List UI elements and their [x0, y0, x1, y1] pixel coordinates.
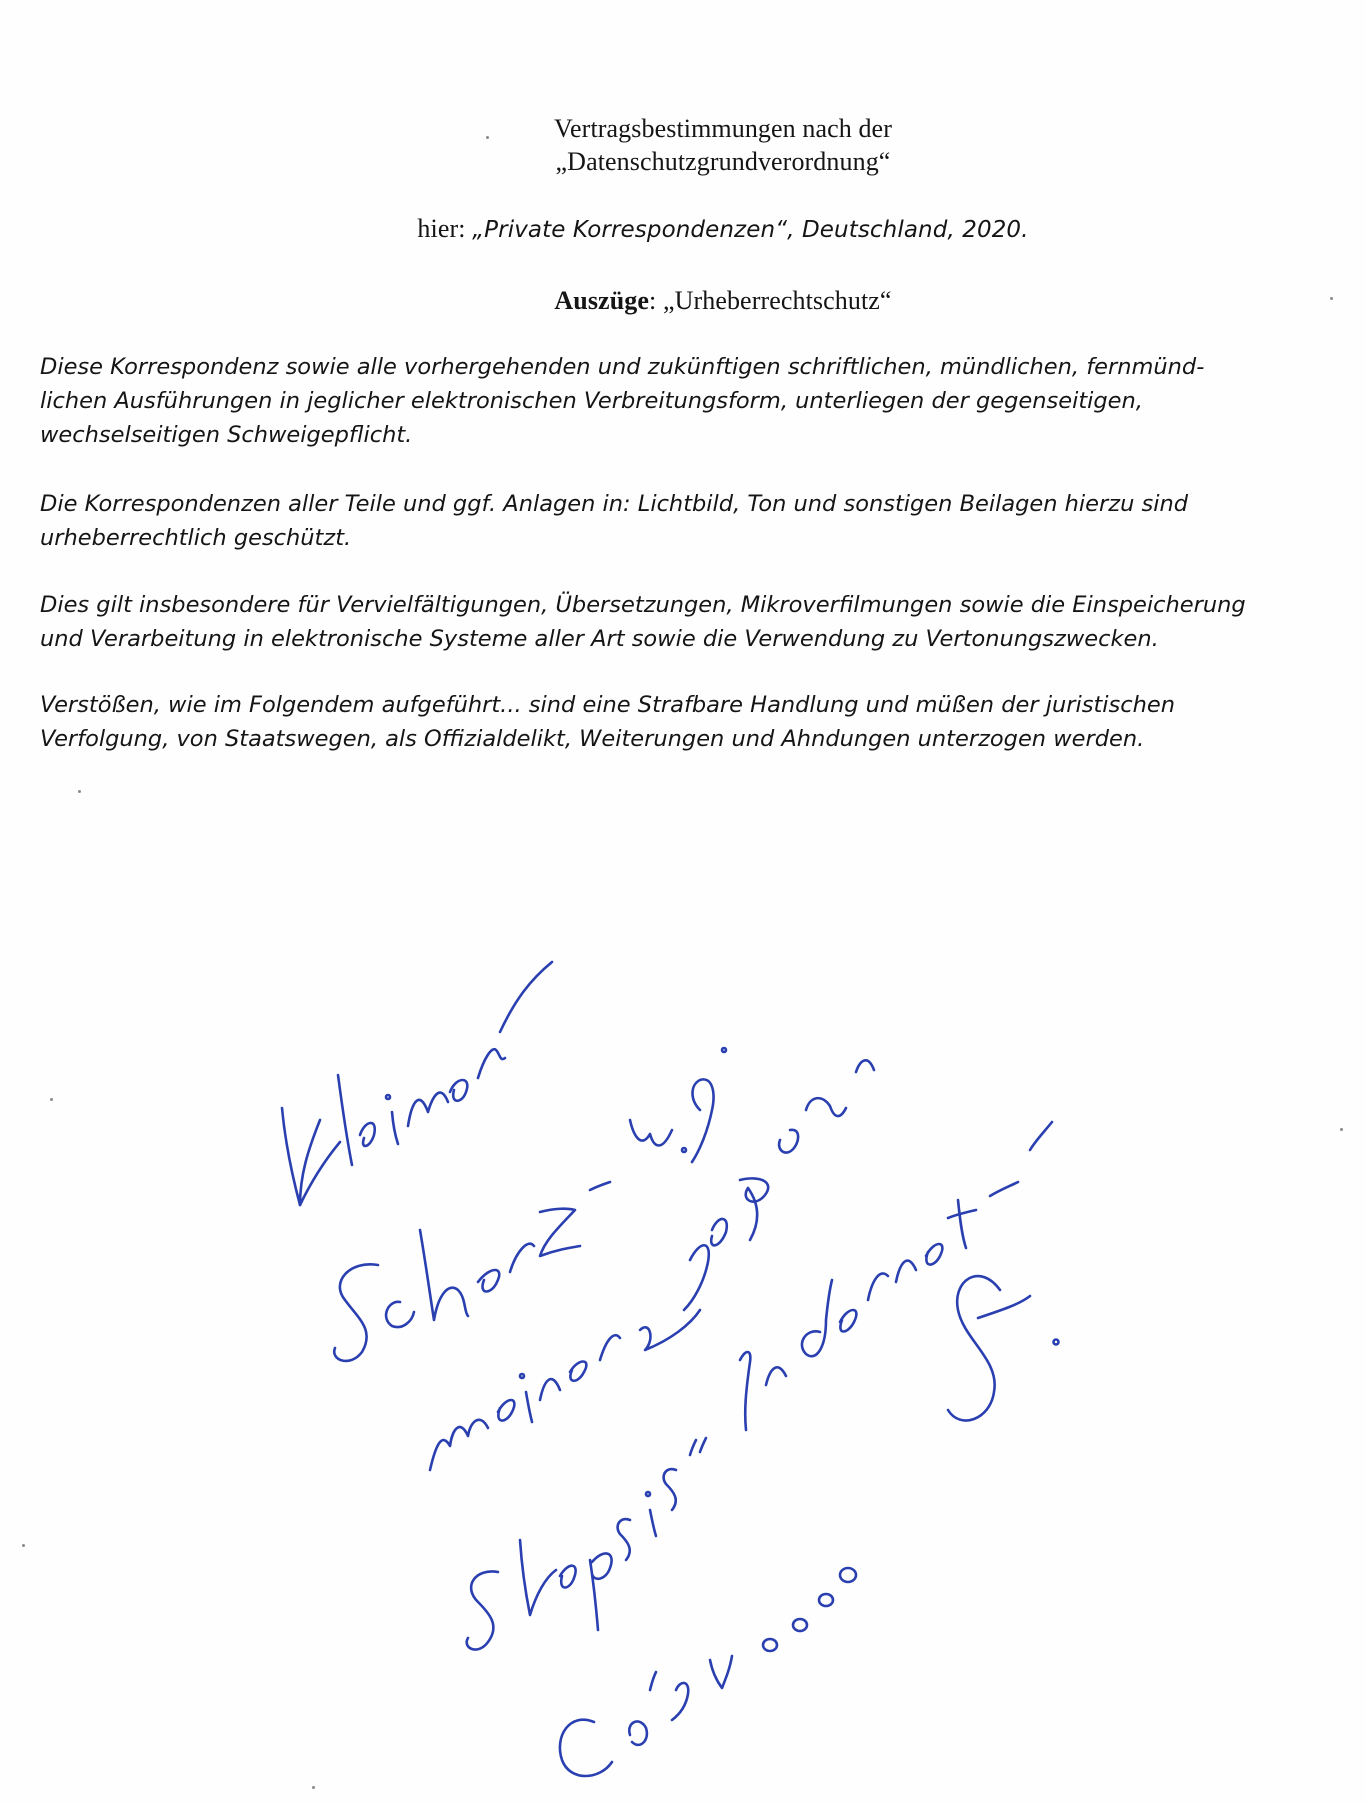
paragraph-line: Diese Korrespondenz sowie alle vorhergehenden und zukünftigen schriftlichen, mündlichen, fernmünd- [40, 354, 1205, 380]
handwritten-word-co [560, 1568, 856, 1776]
handwritten-word-kleiner [282, 962, 552, 1205]
title-line-2: „Datenschutzgrundverordnung“ [555, 147, 891, 176]
title-line-1: Vertragsbestimmungen nach der [554, 114, 892, 143]
excerpt-label: Auszüge [554, 286, 650, 315]
paragraph-line: wechselseitigen Schweigepflicht. [40, 422, 413, 448]
paragraph-line: Die Korrespondenzen aller Teile und ggf. Anlagen in: Lichtbild, Ton und sonstigen Beilagen hierzu sind [40, 491, 1189, 517]
subtitle-italic: „Private Korrespondenzen“, Deutschland, 2020. [472, 217, 1029, 243]
excerpt-topic: : „Urheberrechtschutz“ [649, 286, 892, 315]
paragraph-line: Verfolgung, von Staatswegen, als Offizialdelikt, Weiterungen und Ahndungen unterzogen werden. [40, 726, 1145, 752]
paragraph-line: urheberrechtlich geschützt. [40, 525, 352, 551]
handwritten-word-meiner-grossen [430, 1060, 874, 1470]
paragraph-line: lichen Ausführungen in jeglicher elektronischen Verbreitungsform, unterliegen der gegenseitigen, [40, 388, 1143, 414]
paragraph-line: Verstößen, wie im Folgendem aufgeführt... sind eine Strafbare Handlung und müßen der juristischen [40, 692, 1175, 718]
handwritten-signature [948, 1276, 1059, 1420]
subtitle-prefix: hier: [417, 214, 473, 243]
paragraph-line: Dies gilt insbesondere für Vervielfältigungen, Übersetzungen, Mikroverfilmungen sowie die Einspeicherung [40, 592, 1246, 618]
handwritten-word-scherz [334, 1048, 726, 1361]
paragraph-line: und Verarbeitung in elektronische Systeme aller Art sowie die Verwendung zu Vertonungszwecken. [40, 626, 1159, 652]
